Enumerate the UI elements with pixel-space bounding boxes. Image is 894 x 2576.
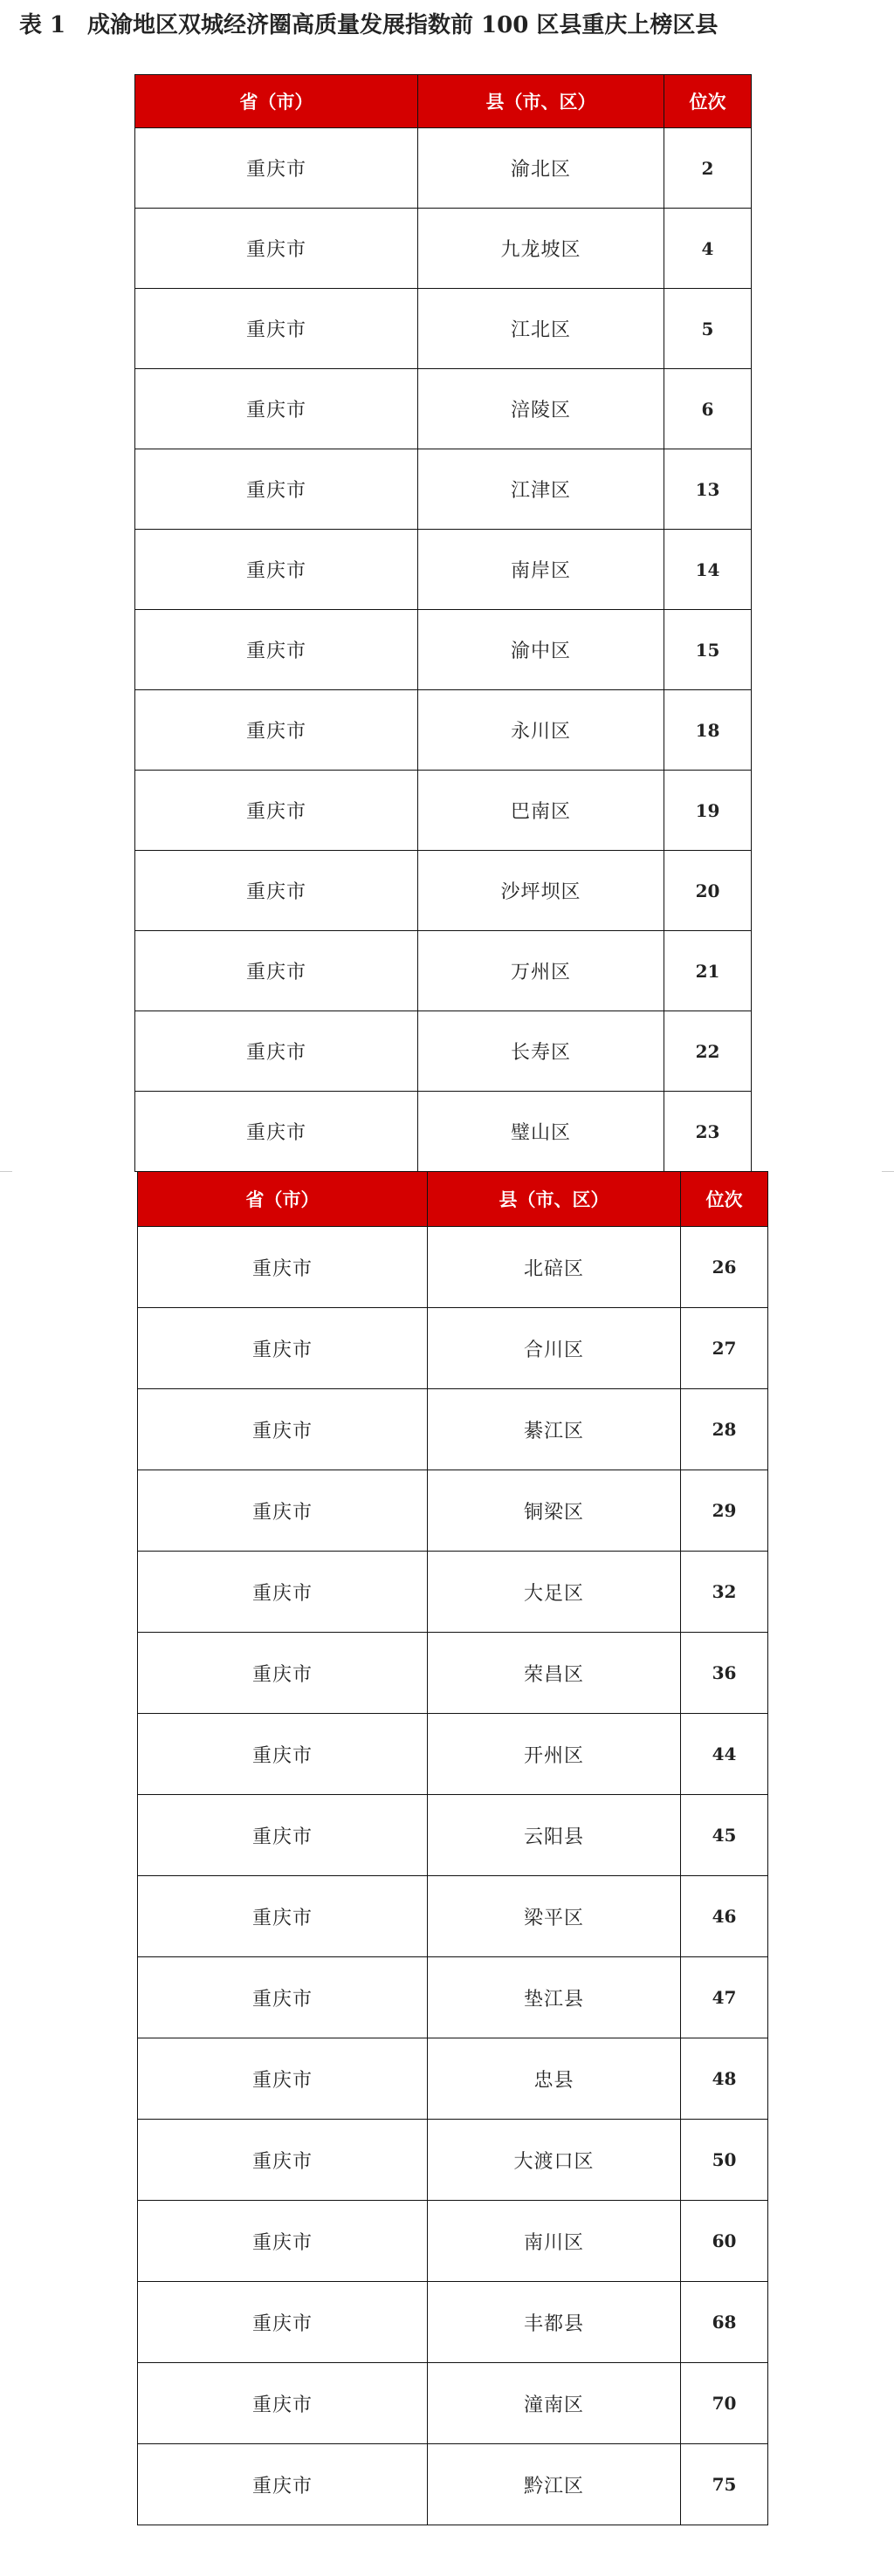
table-row xyxy=(135,449,752,530)
county-cell: 江津区 xyxy=(418,449,664,530)
ranking-table-part-2 xyxy=(137,1171,768,2525)
rank-cell: 70 xyxy=(681,2363,768,2444)
rank-cell: 45 xyxy=(681,1795,768,1876)
ranking-table-part-1 xyxy=(134,74,752,1172)
province-cell: 重庆市 xyxy=(135,610,418,690)
rank-cell: 29 xyxy=(681,1470,768,1552)
province-cell: 重庆市 xyxy=(135,369,418,449)
county-cell: 沙坪坝区 xyxy=(418,851,664,931)
county-cell: 铜梁区 xyxy=(428,1470,681,1552)
county-cell: 渝中区 xyxy=(418,610,664,690)
rank-cell: 18 xyxy=(664,690,752,771)
rank-cell: 20 xyxy=(664,851,752,931)
table-row xyxy=(138,2282,768,2363)
province-cell: 重庆市 xyxy=(135,289,418,369)
table-row xyxy=(138,2363,768,2444)
rank-cell: 6 xyxy=(664,369,752,449)
table-row xyxy=(138,2201,768,2282)
province-cell: 重庆市 xyxy=(138,2038,428,2120)
county-cell: 万州区 xyxy=(418,931,664,1011)
rank-cell: 5 xyxy=(664,289,752,369)
rank-cell: 48 xyxy=(681,2038,768,2120)
table-row xyxy=(138,1470,768,1552)
page-break-mark-left xyxy=(0,1171,12,1172)
county-cell: 璧山区 xyxy=(418,1092,664,1172)
table-caption xyxy=(19,7,892,39)
province-cell: 重庆市 xyxy=(138,1876,428,1957)
county-cell: 合川区 xyxy=(428,1308,681,1389)
province-cell: 重庆市 xyxy=(135,1092,418,1172)
county-cell: 渝北区 xyxy=(418,128,664,209)
county-cell: 荣昌区 xyxy=(428,1633,681,1714)
province-cell: 重庆市 xyxy=(138,1795,428,1876)
county-cell: 南川区 xyxy=(428,2201,681,2282)
table-row xyxy=(138,2038,768,2120)
table-row xyxy=(135,289,752,369)
county-cell: 江北区 xyxy=(418,289,664,369)
county-cell: 梁平区 xyxy=(428,1876,681,1957)
table-row xyxy=(138,1795,768,1876)
province-cell: 重庆市 xyxy=(135,209,418,289)
rank-cell: 27 xyxy=(681,1308,768,1389)
table-row xyxy=(135,771,752,851)
rank-cell: 68 xyxy=(681,2282,768,2363)
rank-cell: 47 xyxy=(681,1957,768,2038)
table-row xyxy=(138,1633,768,1714)
rank-cell: 32 xyxy=(681,1552,768,1633)
county-cell: 黔江区 xyxy=(428,2444,681,2525)
county-cell: 潼南区 xyxy=(428,2363,681,2444)
county-cell: 大渡口区 xyxy=(428,2120,681,2201)
table-row xyxy=(138,1308,768,1389)
header-rank: 位次 xyxy=(681,1172,768,1227)
province-cell: 重庆市 xyxy=(138,1957,428,2038)
rank-cell: 4 xyxy=(664,209,752,289)
county-cell: 九龙坡区 xyxy=(418,209,664,289)
table-row xyxy=(138,1714,768,1795)
table-row xyxy=(135,610,752,690)
rank-cell: 75 xyxy=(681,2444,768,2525)
rank-cell: 46 xyxy=(681,1876,768,1957)
province-cell: 重庆市 xyxy=(138,1470,428,1552)
county-cell: 垫江县 xyxy=(428,1957,681,2038)
header-province: 省（市） xyxy=(138,1172,428,1227)
province-cell: 重庆市 xyxy=(138,2282,428,2363)
rank-cell: 22 xyxy=(664,1011,752,1092)
table-row xyxy=(135,931,752,1011)
county-cell: 长寿区 xyxy=(418,1011,664,1092)
county-cell: 大足区 xyxy=(428,1552,681,1633)
province-cell: 重庆市 xyxy=(138,1633,428,1714)
province-cell: 重庆市 xyxy=(135,690,418,771)
province-cell: 重庆市 xyxy=(138,2444,428,2525)
table-row xyxy=(135,209,752,289)
table-number: 表 1 xyxy=(19,12,66,38)
province-cell: 重庆市 xyxy=(135,771,418,851)
rank-cell: 60 xyxy=(681,2201,768,2282)
rank-cell: 15 xyxy=(664,610,752,690)
county-cell: 忠县 xyxy=(428,2038,681,2120)
rank-cell: 2 xyxy=(664,128,752,209)
province-cell: 重庆市 xyxy=(138,1308,428,1389)
rank-cell: 23 xyxy=(664,1092,752,1172)
table-row xyxy=(135,369,752,449)
rank-cell: 14 xyxy=(664,530,752,610)
table-row xyxy=(138,2120,768,2201)
province-cell: 重庆市 xyxy=(135,1011,418,1092)
rank-cell: 28 xyxy=(681,1389,768,1470)
table-header-row xyxy=(135,75,752,128)
table-row xyxy=(138,1957,768,2038)
county-cell: 巴南区 xyxy=(418,771,664,851)
table-row xyxy=(135,1092,752,1172)
table-row xyxy=(135,1011,752,1092)
rank-cell: 13 xyxy=(664,449,752,530)
county-cell: 丰都县 xyxy=(428,2282,681,2363)
rank-cell: 21 xyxy=(664,931,752,1011)
province-cell: 重庆市 xyxy=(135,851,418,931)
table-row xyxy=(138,1389,768,1470)
county-cell: 綦江区 xyxy=(428,1389,681,1470)
table-row xyxy=(135,530,752,610)
county-cell: 开州区 xyxy=(428,1714,681,1795)
table-row xyxy=(138,1876,768,1957)
header-county: 县（市、区） xyxy=(418,75,664,128)
table-row xyxy=(138,1227,768,1308)
province-cell: 重庆市 xyxy=(135,449,418,530)
rank-cell: 26 xyxy=(681,1227,768,1308)
province-cell: 重庆市 xyxy=(138,2201,428,2282)
header-province: 省（市） xyxy=(135,75,418,128)
rank-cell: 19 xyxy=(664,771,752,851)
table-row xyxy=(138,1552,768,1633)
header-county: 县（市、区） xyxy=(428,1172,681,1227)
province-cell: 重庆市 xyxy=(135,931,418,1011)
province-cell: 重庆市 xyxy=(138,2120,428,2201)
province-cell: 重庆市 xyxy=(138,1552,428,1633)
county-cell: 北碚区 xyxy=(428,1227,681,1308)
province-cell: 重庆市 xyxy=(135,128,418,209)
county-cell: 涪陵区 xyxy=(418,369,664,449)
province-cell: 重庆市 xyxy=(138,2363,428,2444)
province-cell: 重庆市 xyxy=(138,1714,428,1795)
table-header-row xyxy=(138,1172,768,1227)
table-title: 成渝地区双城经济圈高质量发展指数前 100 区县重庆上榜区县 xyxy=(87,12,719,38)
rank-cell: 36 xyxy=(681,1633,768,1714)
table-row xyxy=(135,690,752,771)
province-cell: 重庆市 xyxy=(135,530,418,610)
header-rank: 位次 xyxy=(664,75,752,128)
province-cell: 重庆市 xyxy=(138,1389,428,1470)
county-cell: 南岸区 xyxy=(418,530,664,610)
rank-cell: 50 xyxy=(681,2120,768,2201)
rank-cell: 44 xyxy=(681,1714,768,1795)
county-cell: 云阳县 xyxy=(428,1795,681,1876)
table-row xyxy=(135,851,752,931)
province-cell: 重庆市 xyxy=(138,1227,428,1308)
county-cell: 永川区 xyxy=(418,690,664,771)
page-break-mark-right xyxy=(882,1171,894,1172)
table-row xyxy=(135,128,752,209)
table-row xyxy=(138,2444,768,2525)
